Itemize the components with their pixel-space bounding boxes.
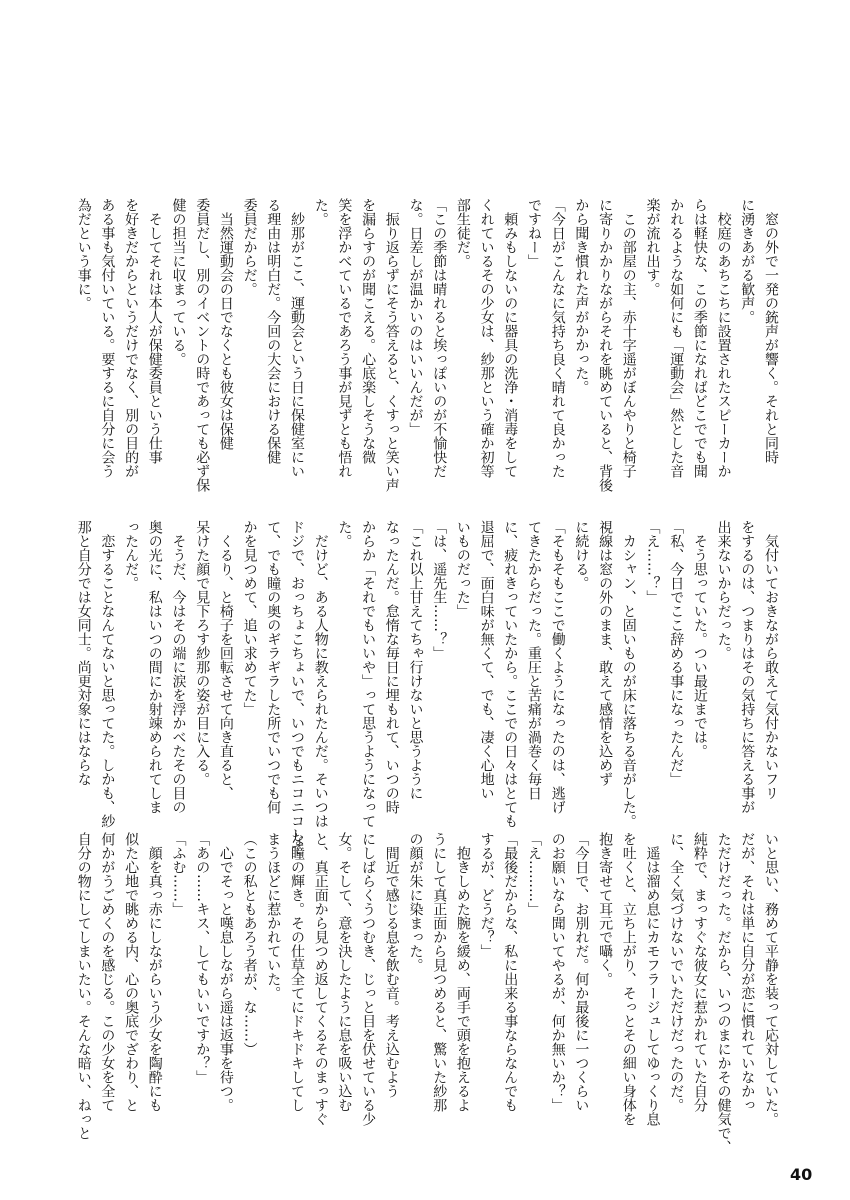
text-column: 「は、遥先生……？」 [431,520,448,660]
text-column: の顔が朱に染まった。 [407,832,424,972]
text-column: 窓の外で一発の銃声が響く。それと同時 [762,198,779,464]
text-column: る理由は明白だ。今回の大会における保健 [265,198,282,464]
text-column: ドジで、おっちょこちょいで、いつでもニコニコして [288,520,305,856]
text-column: と、真正面から見つめ返してくるそのまっすぐ [312,832,329,1126]
text-column: ったんだ。 [123,520,140,590]
text-column: をするのは、つまりはその気持ちに答える事が [739,520,756,814]
text-column: 「この季節は晴れると埃っぽいのが不愉快だ [431,198,448,478]
text-column: を漏らすのが聞こえる。心底楽しそうな微 [360,198,377,464]
text-column: 「そもそもここで働くようになったのは、逃げ [549,520,566,814]
text-column: だけど、ある人物に教えられたんだ。そいつは [312,520,329,828]
text-column: を好きだからというだけでなく、別の目的が [123,198,140,478]
text-column: 紗那がここ、運動会という日に保健室にい [288,198,305,478]
text-column: 「私、今日でここ辞める事になったんだ」 [668,520,685,786]
text-column: 「最後だからな、私に出来る事ならなんでも [502,832,519,1112]
text-column: 女。そして、意を決したように息を吸い込む [336,832,353,1112]
text-column: て、でも瞳の奥のギラギラした所でいつでも何 [265,520,282,814]
text-column: に、全く気づけないでいただけだったのだ。 [668,832,685,1112]
text-column: 奥の光に、私はいつの間にか射竦められてしま [146,520,163,814]
text-column: てきたからだった。重圧と苦痛が渦巻く毎日 [525,520,542,800]
text-column: ある事も気付いている。要するに自分に会う [99,198,116,478]
text-column: ですねー」 [525,198,542,268]
text-column: 「今日で、お別れだ。何か最後に一つくらい [573,832,590,1112]
page-number: 40 [790,1165,813,1184]
text-column: 遥は溜め息にカモフラージュしてゆっくり息 [644,832,661,1126]
text-column: 退屈で、面白味が無くて、でも、凄く心地い [478,520,495,800]
text-column: 委員だし、別のイベントの時であっても必ず保 [194,198,211,492]
text-column: するが、どうだ？」 [478,832,495,958]
text-column: 振り返らずにそう答えると、くすっと笑い声 [383,198,400,492]
text-column: 「あの……キス、してもいいですか？」 [194,832,211,1084]
text-column: まうほどに惹かれていた。 [265,832,282,1000]
text-column: らは軽快な、この季節になればどこででも聞 [691,198,708,478]
text-column: 間近で感じる息を飲む音。考え込むよう [383,832,400,1098]
text-column: この部屋の主、赤十字遥がぼんやりと椅子 [620,198,637,478]
text-column: くるり、と椅子を回転させて向き直ると、 [217,520,234,800]
text-column: た。 [312,198,329,226]
text-column: 抱きしめた腕を緩め、両手で頭を抱えるよ [454,832,471,1112]
text-column: （この私ともあろう者が、な……） [241,832,258,1056]
text-column: 抱き寄せて耳元で囁く。 [597,832,614,986]
text-column: 何かがうごめくのを感じる。この少女を全て [99,832,116,1112]
text-column: からか「それでもいいや」って思うようになって [360,520,377,828]
text-column: 純粋で、まっすぐな彼女に惹かれていた自分 [691,832,708,1112]
text-column: カシャン、と固いものが床に落ちる音がした。 [620,520,637,828]
text-block-top [70,198,782,492]
text-column: 似た心地で眺める内、心の奥底でざわり、と [123,832,140,1112]
text-column: にしばらくうつむき、じっと目を伏せている少 [360,832,377,1126]
text-column: 視線は窓の外のまま、敢えて感情を込めず [597,520,614,786]
text-column: ただけだった。だから、いつのまにかその健気で、 [715,832,732,1154]
text-block-middle [70,520,782,856]
text-column: 出来ないからだった。 [715,520,732,660]
text-column: 「え……？」 [644,520,661,604]
text-column: 「え………」 [525,832,542,916]
text-column: 「今日がこんなに気持ち良く晴れて良かった [549,198,566,478]
text-column: 委員だからだ。 [241,198,258,296]
text-column: 自分の物にしてしまいたい。そんな暗い、ねっと [75,832,92,1140]
text-column: 「ふむ……」 [170,832,187,916]
text-column: うにして真正面から見つめると、驚いた紗那 [431,832,448,1112]
text-column: を吐くと、立ち上がり、そっとその細い身体を [620,832,637,1126]
text-column: のお願いなら聞いてやるが、何か無いか？」 [549,832,566,1112]
text-column: かれるような如何にも「運動会」然とした音 [668,198,685,478]
text-column: くれているその少女は、紗那という確か初等 [478,198,495,478]
text-column: いものだった」 [454,520,471,618]
text-column: 校庭のあちこちに設置されたスピーカーか [715,198,732,478]
text-column: 頼みもしないのに器具の洗浄・消毒をして [502,198,519,478]
text-column: 部生徒だ。 [454,198,471,268]
text-column: 心でそっと嘆息しながら遥は返事を待つ。 [217,832,234,1112]
text-column: 恋することなんてないと思ってた。しかも、紗 [99,520,116,828]
text-column: 健の担当に収まっている。 [170,198,187,366]
text-column: に湧きあがる歓声。 [739,198,756,324]
text-column: に続ける。 [573,520,590,590]
text-column: そしてそれは本人が保健委員という仕事 [146,198,163,464]
text-column: 「これ以上甘えてちゃ行けないと思うように [407,520,424,800]
text-column: 那と自分では女同士。尚更対象にはならな [75,520,92,786]
text-column: 気付いておきながら敢えて気付かないフリ [762,520,779,800]
text-column: 呆けた顔で見下ろす紗那の姿が目に入る。 [194,520,211,786]
text-column: いと思い、務めて平静を装って応対していた。 [762,832,779,1126]
text-column: 当然運動会の日でなくとも彼女は保健 [217,198,234,450]
text-column: だが、それは単に自分が恋に慣れていなかっ [739,832,756,1112]
text-column: に、疲れきっていたから。ここでの日々はとても [502,520,519,828]
text-block-bottom [70,832,782,1154]
text-column: 楽が流れ出す。 [644,198,661,296]
text-column: な瞳の輝き。その仕草全てにドキドキしてし [288,832,305,1112]
text-column: そう思っていた。つい最近までは。 [691,520,708,758]
text-column: な。日差しが温かいのはいいんだが」 [407,198,424,436]
text-column: 顔を真っ赤にしながらいう少女を陶酔にも [146,832,163,1112]
text-column: 笑を浮かべているであろう事が見ずとも悟れ [336,198,353,478]
text-column: なったんだ。怠惰な毎日に埋もれて、いつの時 [383,520,400,814]
text-column: た。 [336,520,353,548]
text-column: 為だという事に。 [75,198,92,310]
text-column: に寄りかかりながらそれを眺めていると、背後 [597,198,614,492]
text-column: かを見つめて、追い求めてた」 [241,520,258,716]
text-column: そうだ、今はその端に涙を浮かべたその目の [170,520,187,814]
text-column: から聞き慣れた声がかかった。 [573,198,590,394]
